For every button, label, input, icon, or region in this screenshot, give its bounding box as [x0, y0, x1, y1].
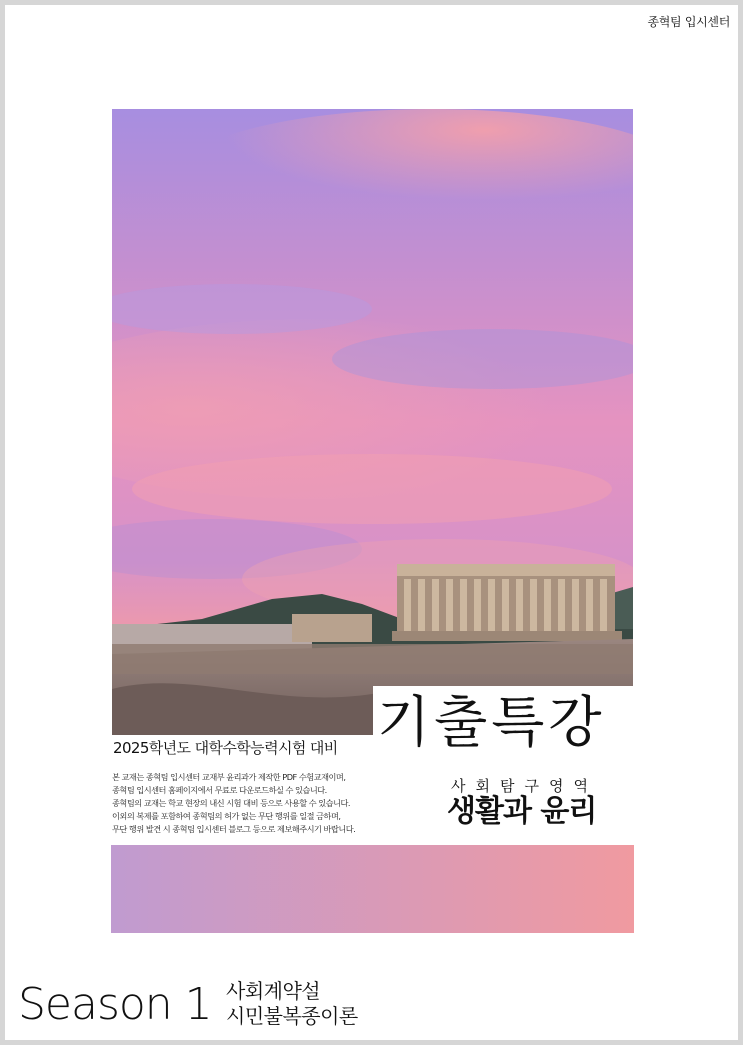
copyright-notice [112, 771, 442, 836]
publisher-label: 종혁팀 입시센터 [647, 15, 730, 29]
notice-line: 본 교재는 종혁팀 입시센터 교재부 윤리과가 제작한 PDF 수험교재이며, [112, 772, 346, 782]
subject-title: 생활과 윤리 [447, 794, 597, 829]
gradient-bar [111, 845, 634, 933]
season-label: Season 1 [18, 979, 212, 1030]
cover-photo [112, 109, 633, 735]
cover-title: 기출특강 [377, 690, 606, 754]
topic-item: 시민불복종이론 [226, 1004, 358, 1028]
notice-line: 무단 행위 발견 시 종혁팀 입시센터 블로그 등으로 제보해주시기 바랍니다. [112, 824, 356, 834]
season-topics [226, 979, 358, 1029]
document-page [5, 5, 738, 1040]
exam-line: 2025학년도 대학수학능력시험 대비 [113, 739, 338, 757]
notice-line: 종혁팀 입시센터 홈페이지에서 무료로 다운로드하실 수 있습니다. [112, 785, 327, 795]
notice-line: 종혁팀의 교재는 학교 현장의 내신 시험 대비 등으로 사용할 수 있습니다. [112, 798, 350, 808]
topic-item: 사회계약설 [226, 979, 321, 1003]
notice-line: 이외의 복제를 포함하여 종혁팀의 허가 없는 무단 행위를 일절 금하며, [112, 811, 341, 821]
area-label: 사회탐구영역 [451, 777, 598, 795]
